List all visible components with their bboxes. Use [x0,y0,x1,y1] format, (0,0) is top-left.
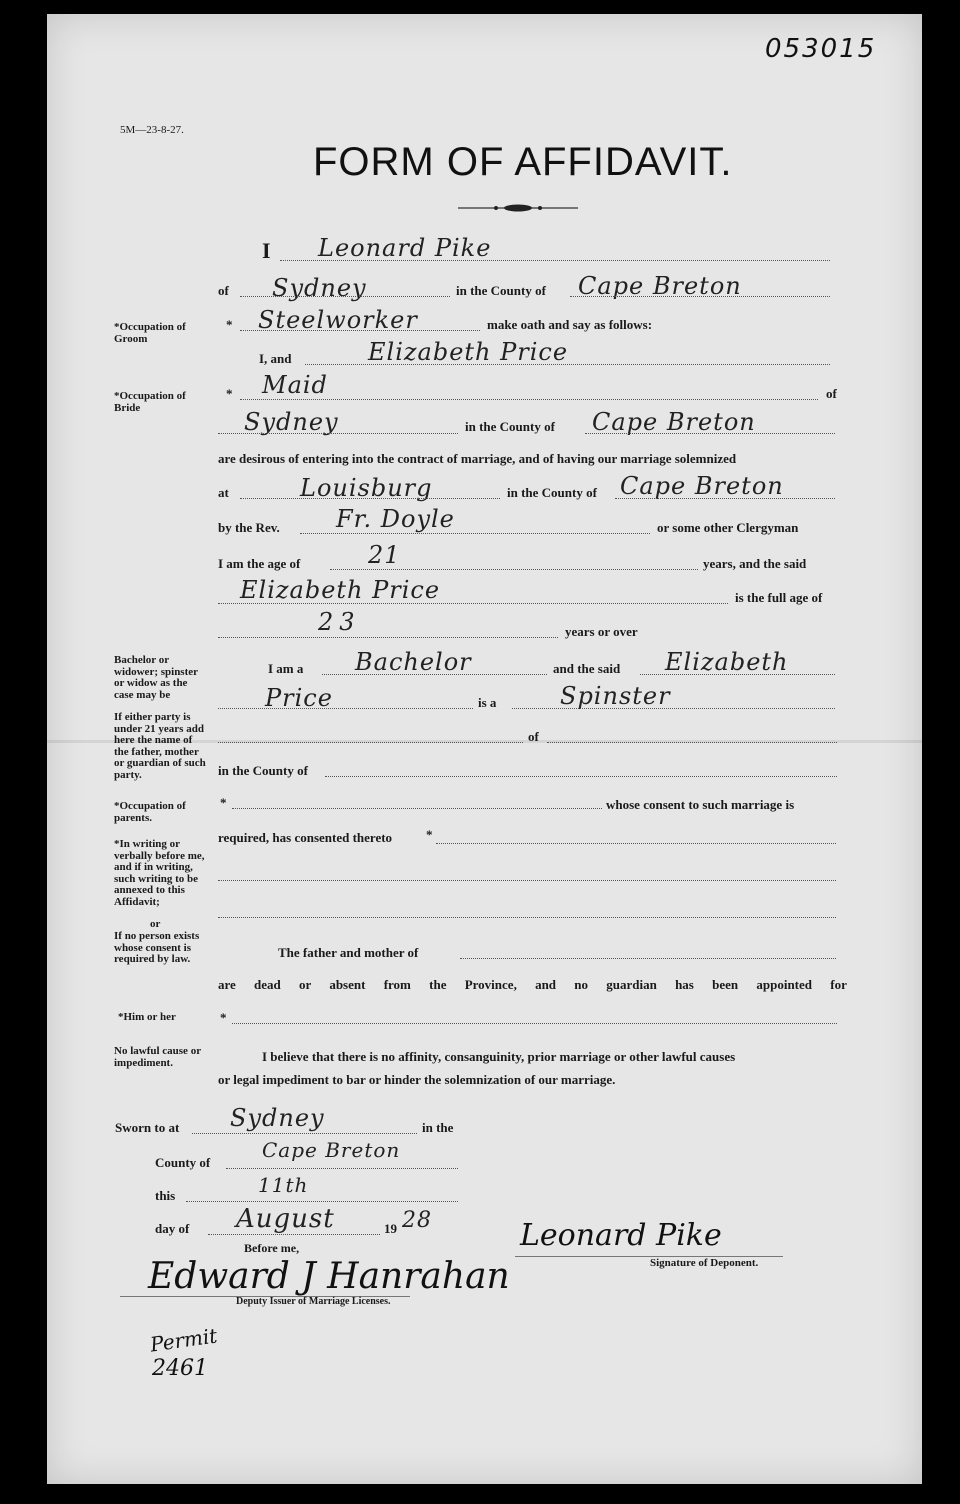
margin-note-or: or [150,918,161,930]
label-years-said: years, and the said [703,556,807,571]
star-him-or-her: * [220,1010,227,1025]
label-and-said: and the said [553,661,621,676]
line-bride-county [585,433,835,434]
label-i-and: I, and [259,351,292,366]
margin-note-consent: *In writing or verbally before me, and if in writing, such writing to be annexed to this Affidavit; [114,838,205,908]
hw-deponent-signature: Leonard Pike [520,1218,722,1253]
form-code: 5M—23-8-27. [120,124,184,136]
hw-marriage-place: Louisburg [300,474,433,502]
star-bride-occupation: * [226,386,233,401]
label-of-parent: of [528,729,539,744]
margin-note-occupation-groom: *Occupation of Groom [114,321,186,345]
label-believe-1: I believe that there is no affinity, consanguinity, prior marriage or other lawful causes [262,1049,736,1064]
label-by-rev: by the Rev. [218,520,280,535]
label-believe-2: or legal impediment to bar or hinder the solemnization of our marriage. [218,1072,616,1087]
label-year-prefix: 19 [384,1221,397,1236]
hw-day: 11th [258,1173,309,1197]
margin-note-marital-status: Bachelor or widower; spinster or widow as the case may be [114,654,198,701]
line-said-bride [218,603,728,604]
line-father-mother [460,958,836,959]
margin-note-him-or-her: *Him or her [118,1011,176,1023]
label-in-the: in the [422,1120,454,1135]
label-i-am-a: I am a [268,661,304,676]
label-desirous: are desirous of entering into the contract of marriage, and of having our marriage solemnized [218,451,737,466]
line-him-or-her [232,1023,837,1024]
hw-groom-residence: Sydney [272,274,367,302]
line-month [208,1234,380,1235]
hw-permit-number: 2461 [152,1356,208,1381]
hw-bride-county: Cape Breton [592,408,756,436]
hw-said-name-2: Price [265,684,333,712]
label-deputy-issuer: Deputy Issuer of Marriage Licenses. [236,1296,391,1307]
hw-permit-label: Permit [148,1323,219,1357]
hw-groom-occupation: Steelworker [258,306,418,334]
line-said-name-2 [218,708,473,709]
line-groom-residence [240,296,450,297]
label-of: of [218,283,229,298]
margin-note-under-21: If either party is under 21 years add here the name of the father, mother or guardian of such party. [114,711,206,781]
hw-month: August [236,1204,335,1234]
hw-bride-age: 23 [318,608,361,636]
page-title: FORM OF AFFIDAVIT. [313,140,733,184]
label-required: required, has consented thereto [218,830,393,845]
hw-said-name-1: Elizabeth [665,648,789,676]
label-father-mother: The father and mother of [278,945,419,960]
margin-note-no-lawful-cause: No lawful cause or impediment. [114,1045,201,1069]
label-this: this [155,1188,176,1203]
label-before-me: Before me, [244,1241,300,1255]
label-whose-consent: whose consent to such marriage is [606,797,795,812]
hw-deponent: Leonard Pike [318,234,492,262]
line-blank-1 [218,880,836,881]
hw-bride-occupation: Maid [262,371,328,399]
hw-groom-age: 21 [368,541,401,569]
label-day-of: day of [155,1221,190,1236]
line-bride-status [512,708,835,709]
hw-issuer-signature: Edward J Hanrahan [148,1256,510,1297]
line-groom-occupation [240,330,480,331]
hw-sworn-county: Cape Breton [262,1138,401,1162]
label-full-age: is the full age of [735,590,823,605]
line-blank-2 [218,917,836,918]
line-day [186,1201,458,1202]
label-in-county-3: in the County of [507,485,597,500]
hw-groom-status: Bachelor [355,648,472,676]
hw-sworn-place: Sydney [230,1104,325,1132]
line-parent-name [218,742,523,743]
line-sworn-county [226,1168,458,1169]
line-marriage-place [240,498,500,499]
label-in-county-4: in the County of [218,763,308,778]
label-make-oath: make oath and say as follows: [487,317,653,332]
decorative-divider-icon [458,202,578,214]
line-groom-county [570,296,830,297]
margin-note-occupation-parents: *Occupation of parents. [114,800,186,824]
line-bride-name [305,364,830,365]
hw-clergyman: Fr. Doyle [336,505,455,533]
hw-groom-county: Cape Breton [578,272,742,300]
label-in-county-2: in the County of [465,419,555,434]
line-parent-occupation [232,808,602,809]
line-groom-age [330,569,698,570]
line-groom-status [322,674,547,675]
star-consent: * [426,827,433,842]
hw-said-bride: Elizabeth Price [240,576,441,604]
label-county-of: County of [155,1155,211,1170]
line-parent-of [547,742,837,743]
label-i: I [262,238,271,263]
margin-note-occupation-bride: *Occupation of Bride [114,390,186,414]
line-deponent [280,260,830,261]
line-bride-residence [218,433,458,434]
hw-bride-status: Spinster [560,682,671,710]
line-consent [436,843,836,844]
line-bride-occupation [240,399,818,400]
label-dead-absent: are dead or absent from the Province, and no guardian has been appointed for [218,977,847,992]
hw-bride-residence: Sydney [244,408,339,436]
margin-note-no-person: If no person exists whose consent is required by law. [114,930,200,965]
hw-bride-name: Elizabeth Price [368,338,569,366]
hw-year-suffix: 28 [402,1208,432,1233]
label-of-right: of [826,386,837,401]
label-in-county: in the County of [456,283,546,298]
line-sworn-place [192,1133,417,1134]
line-said-name-1 [640,674,835,675]
label-is-a: is a [478,695,497,710]
hw-marriage-county: Cape Breton [620,472,784,500]
star-parent-occupation: * [220,795,227,810]
line-parent-county [325,776,837,777]
line-clergyman [300,533,650,534]
star-groom-occupation: * [226,317,233,332]
label-sworn-at: Sworn to at [115,1120,180,1135]
label-sig-deponent: Signature of Deponent. [650,1257,759,1269]
serial-number: 053015 [765,34,877,64]
label-years-over: years or over [565,624,638,639]
line-marriage-county [615,498,835,499]
label-age-of: I am the age of [218,556,301,571]
label-at: at [218,485,229,500]
line-bride-age [218,637,558,638]
label-other-clergyman: or some other Clergyman [657,520,799,535]
